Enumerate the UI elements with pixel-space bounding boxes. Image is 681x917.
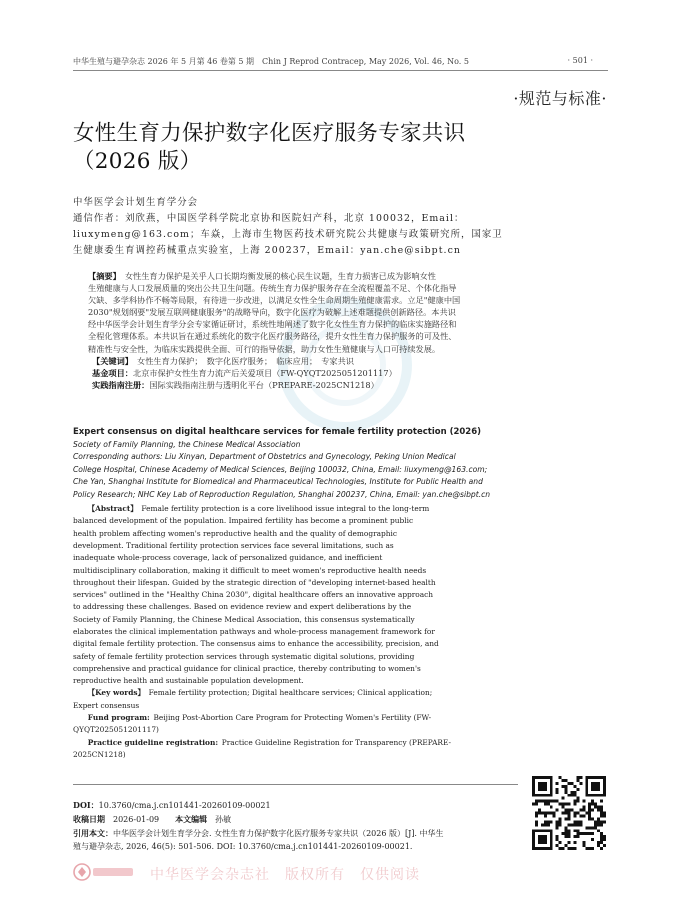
fund-row bbox=[92, 367, 606, 379]
doi-link[interactable]: 10.3760/cma.j.cn101441-20260109-00021 bbox=[98, 801, 271, 810]
title-line: （2026 版） bbox=[73, 149, 202, 174]
abstract-line: inadequate whole-process coverage, lack of personalized guidance, and inefficient bbox=[73, 553, 383, 563]
english-corresponding-line: Policy Research; NHC Key Lab of Reproduction Regulation, Shanghai 200237, China, Email: yan.che@sibpt.cn bbox=[73, 489, 491, 499]
english-title: Expert consensus on digital healthcare services for female fertility protection (2026) bbox=[73, 427, 482, 437]
keywords-row bbox=[92, 355, 606, 367]
cite-label: 引用本文： bbox=[73, 827, 113, 838]
header-rule bbox=[73, 70, 608, 71]
publisher-logo bbox=[73, 862, 137, 882]
registration-label: Practice guideline registration: bbox=[87, 737, 219, 747]
column-label: ·规范与标准· bbox=[513, 89, 607, 108]
abstract-line: digital female fertility protection. The consensus aims to enhance the accessibility, precision, and bbox=[73, 639, 439, 649]
abstract-line: 2030"规划纲要"发展互联网健康服务"的战略导向，数字化医疗为破解上述难题提供创新路径。本共识 bbox=[88, 307, 456, 318]
registration-line bbox=[73, 737, 607, 749]
abstract-label: 【Abstract】 bbox=[87, 504, 138, 514]
abstract-line: 全程化管理体系。本共识旨在通过系统化的数字化医疗服务路径，提升女性生育力保护服务的可及性、 bbox=[88, 331, 457, 342]
article-footer bbox=[73, 799, 523, 854]
fund-label: Fund program: bbox=[87, 713, 150, 723]
keywords-line bbox=[73, 687, 607, 699]
running-header: 中华生殖与避孕杂志 2026 年 5 月第 46 卷第 5 期 Chin J Reprod Contracep, May 2026, Vol. 46, No. 5 bbox=[73, 57, 469, 66]
abstract-line: elaborates the clinical implementation pathways and whole-process management framework for bbox=[73, 627, 435, 636]
article-title bbox=[73, 120, 543, 176]
doi-line bbox=[73, 799, 523, 813]
citation-line: 殖与避孕杂志, 2026, 46(5): 501-506. DOI: 10.3760/cma.j.cn101441-20260109-00021. bbox=[73, 842, 413, 852]
abstract-line: to addressing these challenges. Based on evidence review and expert deliberations by the bbox=[73, 602, 412, 612]
keywords-label: 【关键词】 bbox=[92, 355, 133, 366]
abstract-line: multidisciplinary collaboration, making it difficult to meet women's reproductive health needs bbox=[73, 565, 427, 575]
registration-label: 实践指南注册： bbox=[92, 379, 150, 390]
received-label: 收稿日期 bbox=[73, 813, 105, 824]
keywords-text: Female fertility protection; Digital healthcare services; Clinical application; bbox=[148, 688, 433, 698]
abstract-text: 女性生育力保护是关乎人口长期均衡发展的核心民生议题，生育力损害已成为影响女性 bbox=[124, 271, 436, 281]
keywords-label: 【Key words】 bbox=[87, 688, 145, 698]
abstract-line: throughout their lifespan. Guided by the strategic direction of "developing internet-based health bbox=[73, 577, 436, 587]
abstract-line: 欠缺、多学科协作不畅等局限，有待进一步改进，以满足女性全生命周期生殖健康需求。立足"健康中国 bbox=[88, 295, 461, 306]
citation-line bbox=[73, 827, 523, 841]
english-abstract bbox=[73, 503, 607, 761]
keywords-text: 女性生育力保护； 数字化医疗服务； 临床应用； 专家共识 bbox=[137, 355, 354, 366]
author-name: 中华医学会计划生育学分会 bbox=[73, 197, 199, 208]
registration-line: 2025CN1218) bbox=[73, 749, 126, 759]
abstract-line: Society of Family Planning, the Chinese Medical Association, this consensus systematically bbox=[73, 614, 415, 624]
received-date: 2026-01-09 bbox=[113, 814, 160, 824]
english-corresponding-line: Che Yan, Shanghai Institute for Biomedical and Pharmaceutical Technologies, Institute for Public Health and bbox=[73, 477, 483, 487]
abstract-text: Female fertility protection is a core livelihood issue integral to the long-term bbox=[141, 504, 430, 514]
fund-text: Beijing Post-Abortion Care Program for Protecting Women's Fertility (FW- bbox=[153, 713, 432, 723]
english-corresponding-line: College Hospital, Chinese Academy of Medical Sciences, Beijing 100032, China, Email: liuxymeng@163.com; bbox=[73, 464, 488, 474]
keywords-line: Expert consensus bbox=[73, 700, 140, 710]
qr-code[interactable] bbox=[532, 776, 606, 850]
fund-text: 北京市保护女性生育力流产后关爱项目（FW-QYQT2025051201117） bbox=[132, 367, 397, 378]
publisher-watermark-text: 中华医学会杂志社 版权所有 仅供阅读 bbox=[150, 867, 420, 883]
registration-text: 国际实践指南注册与透明化平台（PREPARE-2025CN1218） bbox=[149, 379, 379, 390]
cite-text: 中华医学会计划生育学分会. 女性生育力保护数字化医疗服务专家共识（2026 版）[J]. 中华生 bbox=[113, 828, 444, 838]
abstract-line: development. Traditional fertility protection services face several limitations, such as bbox=[73, 540, 394, 550]
author-block bbox=[73, 195, 608, 259]
abstract-line: services" outlined in the "Healthy China 2030", digital healthcare offers an innovative approach bbox=[73, 590, 434, 600]
corresponding-line: 通信作者：刘欣燕，中国医学科学院北京协和医院妇产科，北京 100032，Email： bbox=[73, 213, 465, 224]
abstract-line: 精准性与安全性，为临床实践提供全面、可行的指导依据，助力女性生殖健康与人口可持续发展。 bbox=[88, 343, 441, 354]
editor-name: 孙敏 bbox=[215, 814, 232, 824]
fund-line bbox=[73, 712, 607, 724]
chinese-abstract bbox=[88, 270, 606, 391]
abstract-label: 【摘要】 bbox=[88, 271, 121, 281]
abstract-line bbox=[73, 503, 607, 515]
abstract-line: reproductive health and sustainable population development. bbox=[73, 676, 304, 686]
corresponding-line: 生健康委生育调控药械重点实验室，上海 200237，Email：yan.che@sibpt.cn bbox=[73, 245, 461, 256]
dates-line bbox=[73, 813, 523, 827]
abstract-line: comprehensive and practical guidance for clinical practice, thereby contributing to women's bbox=[73, 663, 421, 673]
page-number: · 501 · bbox=[567, 56, 593, 65]
abstract-line: balanced development of the population. Impaired fertility has become a prominent public bbox=[73, 516, 414, 526]
english-society: Society of Family Planning, the Chinese Medical Association bbox=[73, 440, 301, 449]
footer-rule bbox=[73, 784, 518, 785]
abstract-line: health problem affecting women's reproductive health and the quality of demographic bbox=[73, 528, 398, 538]
abstract-line: 经中华医学会计划生育学分会专家循证研讨，系统性地阐述了数字化女性生育力保护的临床实施路径和 bbox=[88, 319, 457, 330]
english-corresponding-line: Corresponding authors: Liu Xinyan, Department of Obstetrics and Gynecology, Peking Union Medical bbox=[73, 452, 456, 462]
abstract-line bbox=[88, 270, 606, 282]
registration-text: Practice Guideline Registration for Transparency (PREPARE- bbox=[221, 737, 452, 747]
doi-label: DOI： bbox=[73, 800, 99, 810]
fund-line: QYQT2025051201117) bbox=[73, 725, 159, 735]
abstract-line: 生殖健康与人口发展质量的突出公共卫生问题。传统生育力保护服务存在全流程覆盖不足、个体化指导 bbox=[88, 283, 457, 294]
corresponding-line: liuxymeng@163.com；车焱，上海市生物医药技术研究院公共健康与政策研究所，国家卫 bbox=[73, 229, 503, 240]
abstract-line: safety of female fertility protection services through systematic digital solutions, providing bbox=[73, 651, 415, 661]
registration-row bbox=[92, 379, 606, 391]
fund-label: 基金项目： bbox=[92, 367, 133, 378]
editor-label: 本文编辑 bbox=[175, 813, 208, 824]
title-line: 女性生育力保护数字化医疗服务专家共识 bbox=[73, 121, 466, 146]
english-abstract-section bbox=[73, 426, 607, 761]
